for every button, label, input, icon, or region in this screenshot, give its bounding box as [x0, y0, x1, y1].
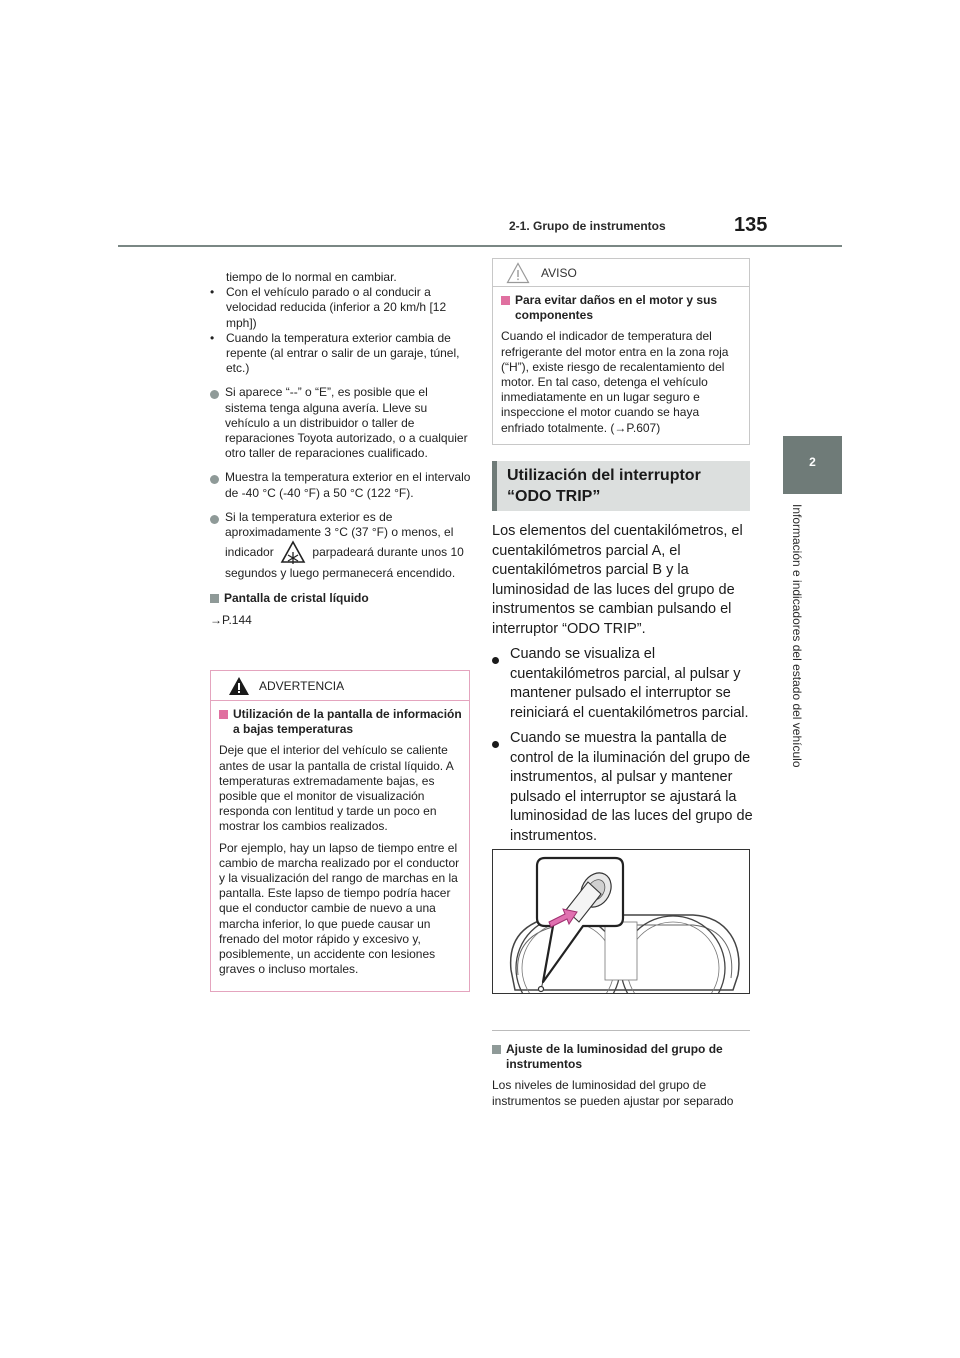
section-bullet-text: Cuando se muestra la pantalla de control de la iluminación del grupo de instrumentos, al pulsar y mantener pulsado el interruptor se ajustará la luminosidad de las luces del grupo de instrumentos. [510, 730, 753, 844]
brightness-paragraph: Los niveles de luminosidad del grupo de instrumentos se pueden ajustar por separado [492, 1078, 734, 1108]
lcd-heading-text: Pantalla de cristal líquido [224, 591, 369, 606]
section-header-title: 2-1. Grupo de instrumentos [509, 219, 666, 233]
odo-trip-switch-illustration [492, 849, 750, 994]
notice-triangle-icon [506, 262, 530, 284]
low-outside-temperature-indicator-icon [280, 540, 306, 566]
notice-box [492, 258, 750, 445]
section-intro: Los elementos del cuentakilómetros, el cuentakilómetros parcial A, el cuentakilómetros parcial B y la luminosidad de las luces del grupo de instrumentos se cambian pulsando el interruptor “ODO TRIP”. [492, 523, 743, 637]
square-marker-icon [501, 296, 510, 305]
circle-list-item [210, 470, 472, 500]
warning-heading-text: Utilización de la pantalla de información a bajas temperaturas [233, 707, 462, 737]
header-rule [118, 245, 842, 247]
warning-box [210, 670, 470, 992]
dash-bullet-text: Cuando la temperatura exterior cambia de repente (al entrar o salir de un garaje, túnel, etc.) [226, 330, 460, 376]
right-column [492, 522, 754, 846]
notice-box-body [493, 287, 749, 436]
warning-heading [219, 707, 463, 737]
instrument-cluster-drawing [493, 850, 750, 994]
warning-paragraph: Deje que el interior del vehículo se caliente antes de usar la pantalla de cristal líquido. A temperaturas extremadamente bajas, es posible que el monitor de visualización responda con lentitud y tarde un poco en mostrar los cambios realizados. [219, 743, 454, 834]
chapter-title-text: Información e indicadores del estado del vehículo [790, 504, 804, 768]
gray-circle-icon [210, 390, 219, 399]
continuation-line: tiempo de lo normal en cambiar. [226, 270, 397, 284]
notice-label: AVISO [541, 266, 577, 280]
black-dot-icon [492, 657, 499, 664]
warning-paragraph: Por ejemplo, hay un lapso de tiempo entre el cambio de marcha realizado por el conductor y la visualización del rango de marchas en la pantalla. Este lapso de tiempo podría hacer que el conductor cambie de nuevo a una marcha inferior, lo que puede causar un frenado del motor rápido y excesivo y, posiblemente, un accidente con lesiones graves o incluso mortales. [219, 840, 460, 977]
notice-heading-text: Para evitar daños en el motor y sus componentes [515, 293, 718, 323]
page-number: 135 [734, 214, 768, 236]
warning-box-body [211, 701, 469, 977]
bullet-marker: • [210, 285, 215, 300]
circle-list-item [210, 385, 472, 461]
notice-heading [501, 293, 743, 323]
circle-item-text: parpadeará durante unos 10 segundos y luego permanecerá encendido. [225, 545, 464, 581]
square-marker-icon [210, 594, 219, 603]
notice-box-header [493, 259, 749, 287]
square-marker-icon [492, 1045, 501, 1054]
section-bullet-text: Cuando se visualiza el cuentakilómetros parcial, al pulsar y mantener pulsado el interruptor se reiniciará el cuentakilómetros parcial. [510, 646, 749, 721]
section-bullet-item [492, 729, 754, 846]
black-dot-icon [492, 741, 499, 748]
lcd-heading [210, 591, 472, 606]
gray-circle-icon [210, 475, 219, 484]
warning-box-header [211, 671, 469, 701]
dash-bullet-text: Con el vehículo parado o al conducir a velocidad reducida (inferior a 20 km/h [12 mph]) [226, 285, 447, 330]
section-title-banner [492, 461, 750, 511]
circle-list-item [210, 510, 472, 582]
chapter-tab [783, 436, 842, 494]
chapter-title-vertical [790, 504, 812, 864]
gray-circle-icon [210, 515, 219, 524]
circle-item-text: Muestra la temperatura exterior en el intervalo de -40 °C (-40 °F) a 50 °C (122 °F). [225, 470, 471, 500]
dash-bullet-item [210, 285, 472, 331]
brightness-heading-text: Ajuste de la luminosidad del grupo de instrumentos [506, 1042, 723, 1072]
lcd-page-reference: →P.144 [210, 612, 252, 627]
left-column [210, 270, 472, 628]
circle-item-text: Si la temperatura exterior es de aproximadamente 3 °C (37 °F) o menos, el indicador [225, 509, 454, 560]
warning-label: ADVERTENCIA [259, 679, 345, 693]
brightness-heading [492, 1042, 754, 1072]
section-bullet-item [492, 645, 754, 723]
chapter-number: 2 [809, 455, 816, 469]
section-title-line: Utilización del interruptor [507, 467, 701, 484]
circle-item-text: Si aparece “--” o “E”, es posible que el sistema tenga alguna avería. Lleve su vehículo a un distribuidor o taller de reparaciones Toyota autorizado, o a cualquier otro taller de reparaciones cualificado. [225, 385, 468, 461]
square-marker-icon [219, 710, 228, 719]
warning-triangle-icon [228, 676, 250, 696]
bullet-marker: • [210, 330, 215, 345]
dash-bullet-item [210, 331, 472, 377]
figure-separator [492, 1030, 750, 1031]
brightness-section [492, 1042, 754, 1109]
notice-paragraph: Cuando el indicador de temperatura del refrigerante del motor entra en la zona roja (“H”), existe riesgo de recalentamiento del motor. En tal caso, detenga el vehículo inmediatamente en un lugar seguro e inspeccione el motor cuando se haya enfriado totalmente. (→P.607) [501, 329, 729, 435]
section-title-line: “ODO TRIP” [507, 488, 601, 505]
